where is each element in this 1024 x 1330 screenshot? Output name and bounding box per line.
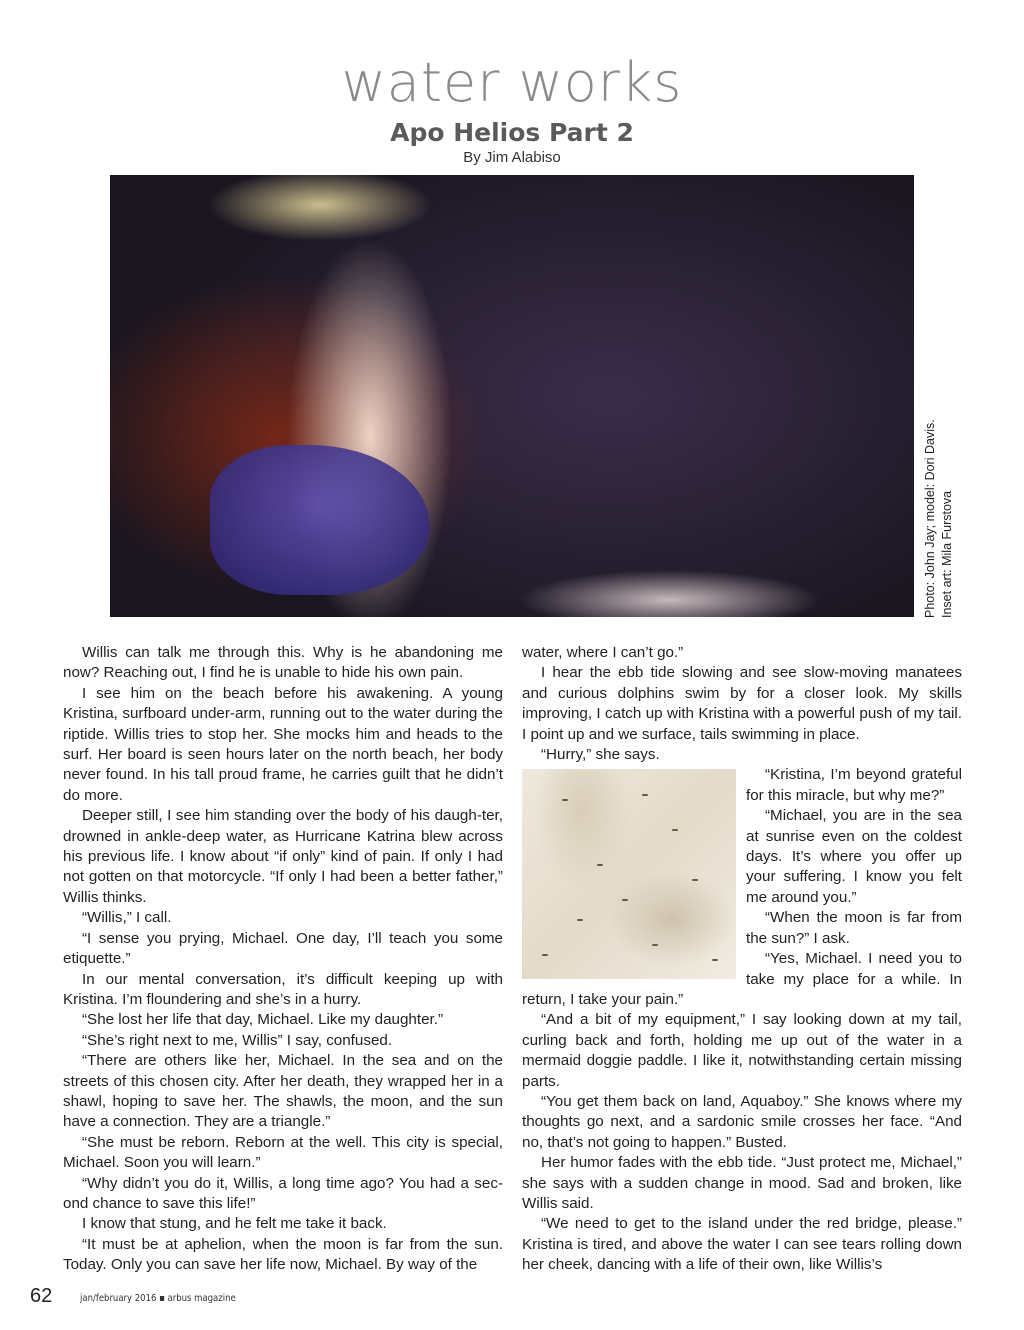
paragraph: water, where I can’t go.”	[522, 644, 684, 661]
paragraph: I see him on the beach before his awakening. A young Kristina, surfboard under-arm, running out to the water during the riptide. Willis tries to stop her. She mocks him and heads to the surf. Her board is seen hours later on the north beach, her body never found. In his tall proud frame, he carries guilt that he didn’t do more.	[63, 684, 503, 804]
paragraph: “Willis,” I call.	[82, 909, 172, 927]
paragraph: Her humor fades with the ebb tide. “Just protect me, Michael,” she says with a sudden change in mood. Sad and broken, like Willis said.	[522, 1154, 962, 1212]
page-number: 62	[30, 1285, 53, 1307]
paragraph: “She’s right next to me, Willis” I say, confused.	[82, 1031, 393, 1049]
article-title: Apo Helios Part 2	[390, 118, 634, 147]
paragraph: I know that stung, and he felt me take it back.	[82, 1215, 387, 1233]
paragraph: “Hurry,” she says.	[541, 746, 660, 764]
paragraph: “Michael, you are in the sea at sunrise even on the coldest days. It’s where you offer up your suffering. I know you felt me around you.”	[746, 807, 962, 906]
paragraph: “You get them back on land, Aquaboy.” She knows where my thoughts go next, and a sardonic smile crosses her face. “And no, that’s not going to happen.” Busted.	[522, 1092, 962, 1151]
paragraph: “I sense you prying, Michael. One day, I’ll teach you some etiquette.”	[63, 929, 503, 968]
section-title: water works	[341, 51, 683, 114]
paragraph: “We need to get to the island under the red bridge, please.” Kristina is tired, and above the water I can see tears rolling down her cheek, dancing with a life of their own, like Willis’s	[522, 1215, 962, 1274]
photo-credit	[922, 418, 962, 618]
paragraph: “Why didn’t you do it, Willis, a long time ago? You had a sec-ond chance to save this life!”	[63, 1174, 503, 1212]
issue-footer: jan/february 2016 ▪ arbus magazine	[80, 1293, 236, 1304]
paragraph: “Yes, Michael. I need you to take my place for a while. In return, I take your pain.”	[522, 950, 962, 1008]
paragraph: “There are others like her, Michael. In the sea and on the streets of this chosen city. After her death, they wrapped her in a shawl, hoping to save her. The shawls, the moon, and the sun have a connection. They are a triangle.”	[63, 1052, 503, 1131]
hero-photo	[110, 175, 914, 617]
paragraph: “And a bit of my equipment,” I say looking down at my tail, curling back and forth, holding me up out of the water in a mermaid doggie paddle. I like it, notwithstanding certain missing parts.	[522, 1011, 962, 1090]
inset-artwork	[522, 769, 736, 979]
paragraph: “Kristina, I’m beyond grateful for this miracle, but why me?”	[746, 766, 962, 804]
byline: By Jim Alabiso	[463, 149, 561, 166]
paragraph: Deeper still, I see him standing over the body of his daugh-ter, drowned in ankle-deep water, as Hurricane Katrina blew across his previous life. I know about “if only” kind of pain. If only I had not gotten on that motorcycle. “If only I had been a better father,” Willis thinks.	[63, 807, 503, 906]
left-column	[63, 643, 503, 1276]
paragraph: “It must be at aphelion, when the moon is far from the sun. Today. Only you can save her life now, Michael. By way of the	[63, 1235, 503, 1274]
right-column	[522, 643, 962, 1276]
paragraph: “She must be reborn. Reborn at the well. This city is special, Michael. Soon you will learn.”	[63, 1133, 503, 1172]
paragraph: “When the moon is far from the sun?” I ask.	[746, 909, 962, 947]
inset-credit-line: Inset art: Mila Furstova	[940, 490, 954, 618]
paragraph: I hear the ebb tide slowing and see slow-moving manatees and curious dolphins swim by for a closer look. My skills improving, I catch up with Kristina with a powerful push of my tail. I point up and we surface, tails swimming in place.	[522, 664, 962, 743]
photo-drape	[210, 445, 430, 595]
paragraph: “She lost her life that day, Michael. Like my daughter.”	[82, 1011, 444, 1029]
photo-credit-line: Photo: John Jay; model: Dori Davis.	[923, 419, 937, 618]
paragraph: Willis can talk me through this. Why is he abandoning me now? Reaching out, I find he is unable to hide his own pain.	[63, 644, 503, 682]
paragraph: In our mental conversation, it’s difficult keeping up with Kristina. I’m floundering and she’s in a hurry.	[63, 970, 503, 1008]
